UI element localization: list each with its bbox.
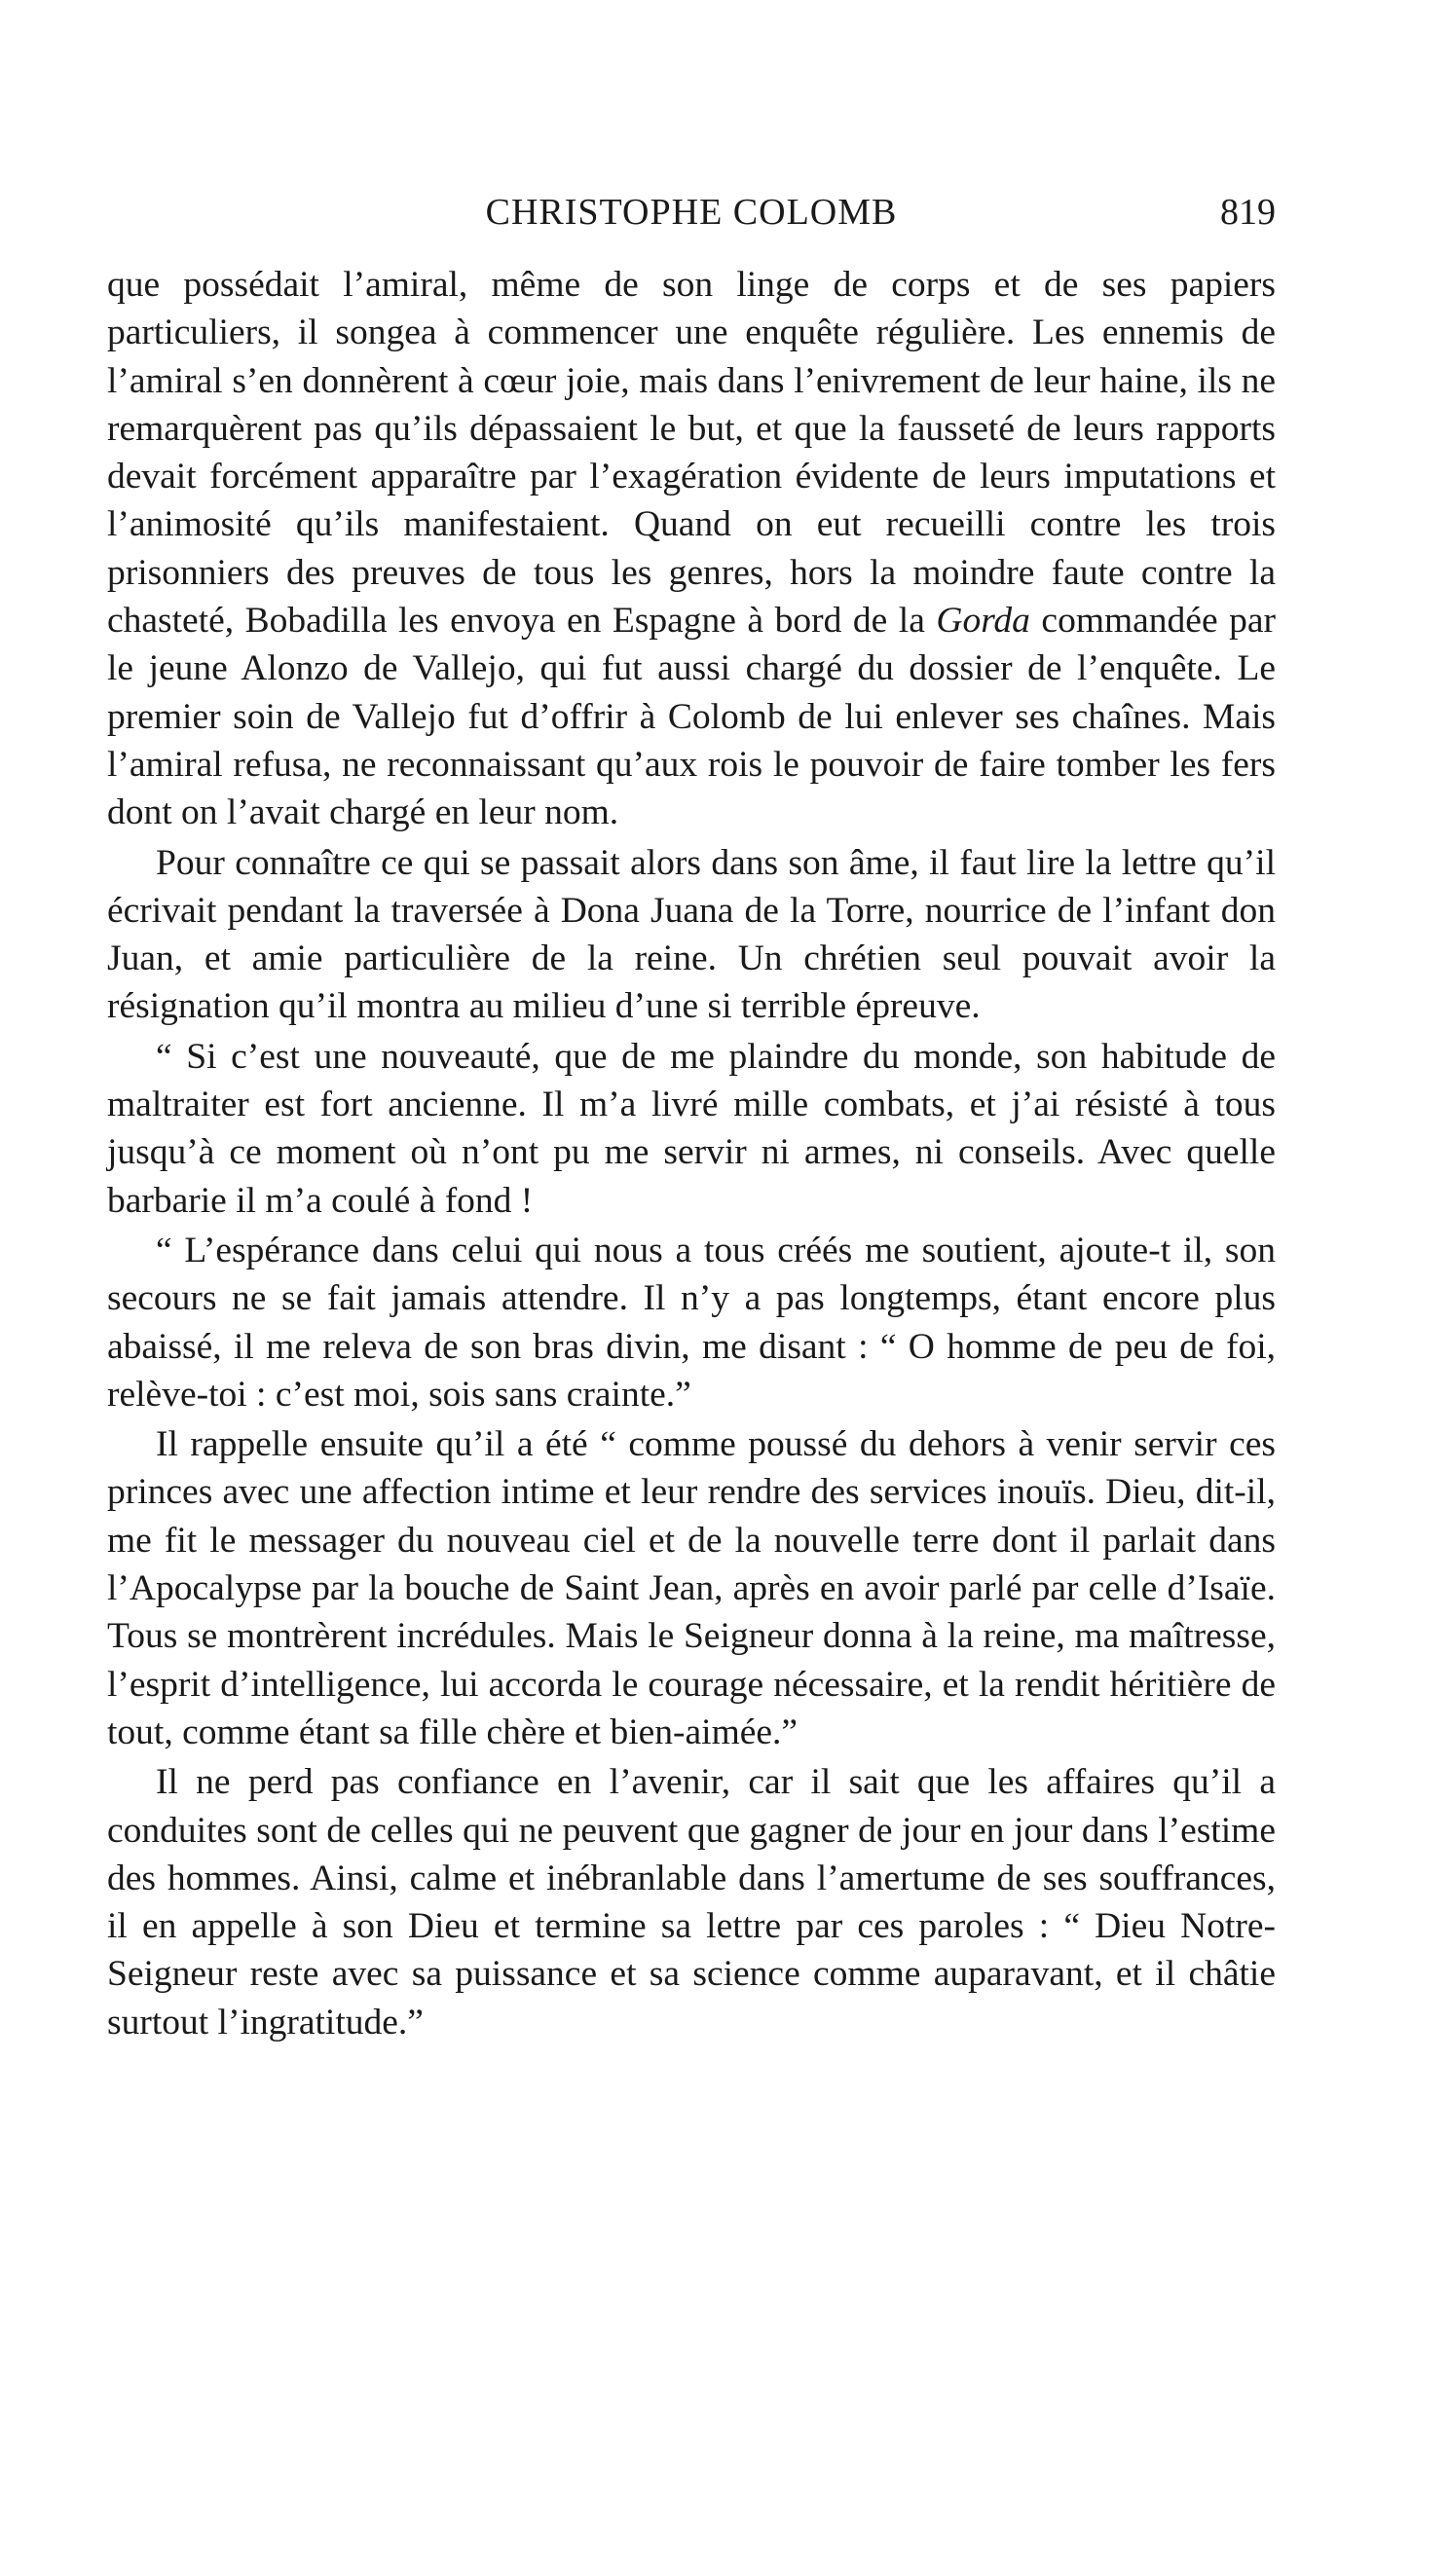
ship-name: Gorda: [936, 601, 1030, 642]
page-number: 819: [1220, 192, 1276, 233]
paragraph-3: “ Si c’est une nouveauté, que de me plaindre du monde, son habitude de maltraiter est fort ancienne. Il m’a livré mille combats, et j’ai résisté à tous jusqu’à ce moment où n’ont pu me servir ni armes, ni conseils. Avec quelle barbarie il m’a coulé à fond !: [107, 1036, 1276, 1221]
paragraph-2: Pour connaître ce qui se passait alors dans son âme, il faut lire la lettre qu’il écrivait pendant la traversée à Dona Juana de la Torre, nourrice de l’infant don Juan, et amie particulière de la reine. Un chrétien seul pouvait avoir la résignation qu’il montra au milieu d’une si terrible épreuve.: [107, 842, 1276, 1027]
running-title: CHRISTOPHE COLOMB: [485, 192, 898, 233]
paragraph-4: “ L’espérance dans celui qui nous a tous créés me soutient, ajoute-t il, son secours ne se fait jamais attendre. Il n’y a pas longtemps, étant encore plus abaissé, il me releva de son bras divin, me disant : “ O homme de peu de foi, relève-toi : c’est moi, sois sans crainte.”: [107, 1230, 1276, 1415]
paragraph-1-text-before: que possédait l’amiral, même de son linge de corps et de ses papiers particuliers, il songea à commencer une enquête régulière. Les ennemis de l’amiral s’en donnèrent à cœur joie, mais dans l’enivrement de leur haine, ils ne remarquèrent pas qu’ils dépassaient le but, et que la fausseté de leurs rapports devait forcément apparaître par l’exagération évidente de leurs imputations et l’animosité qu’ils manifestaient. Quand on eut recueilli contre les trois prisonniers des preuves de tous les genres, hors la moindre faute contre la chasteté, Bobadilla les envoya en Espagne à bord de la: [107, 265, 1276, 642]
paragraph-1: [107, 261, 1276, 837]
running-header: [107, 183, 1276, 241]
body-text: [107, 261, 1276, 2046]
paragraph-1-text-after: commandée par le jeune Alonzo de Vallejo, qui fut aussi chargé du dossier de l’enquête. Le premier soin de Vallejo fut d’offrir à Colomb de lui enlever ses chaînes. Mais l’amiral refusa, ne reconnaissant qu’aux rois le pouvoir de faire tomber les fers dont on l’avait chargé en leur nom.: [107, 601, 1276, 833]
paragraph-5: Il rappelle ensuite qu’il a été “ comme poussé du dehors à venir servir ces princes avec une affection intime et leur rendre des services inouïs. Dieu, dit-il, me fit le messager du nouveau ciel et de la nouvelle terre dont il parlait dans l’Apocalypse par la bouche de Saint Jean, après en avoir parlé par celle d’Isaïe. Tous se montrèrent incrédules. Mais le Seigneur donna à la reine, ma maîtresse, l’esprit d’intelligence, lui accorda le courage nécessaire, et la rendit héritière de tout, comme étant sa fille chère et bien-aimée.”: [107, 1424, 1276, 1752]
paragraph-6: Il ne perd pas confiance en l’avenir, car il sait que les affaires qu’il a conduites sont de celles qui ne peuvent que gagner de jour en jour dans l’estime des hommes. Ainsi, calme et inébranlable dans l’amertume de ses souffrances, il en appelle à son Dieu et termine sa lettre par ces paroles : “ Dieu Notre-Seigneur reste avec sa puissance et sa science comme auparavant, et il châtie surtout l’ingratitude.”: [107, 1762, 1276, 2042]
